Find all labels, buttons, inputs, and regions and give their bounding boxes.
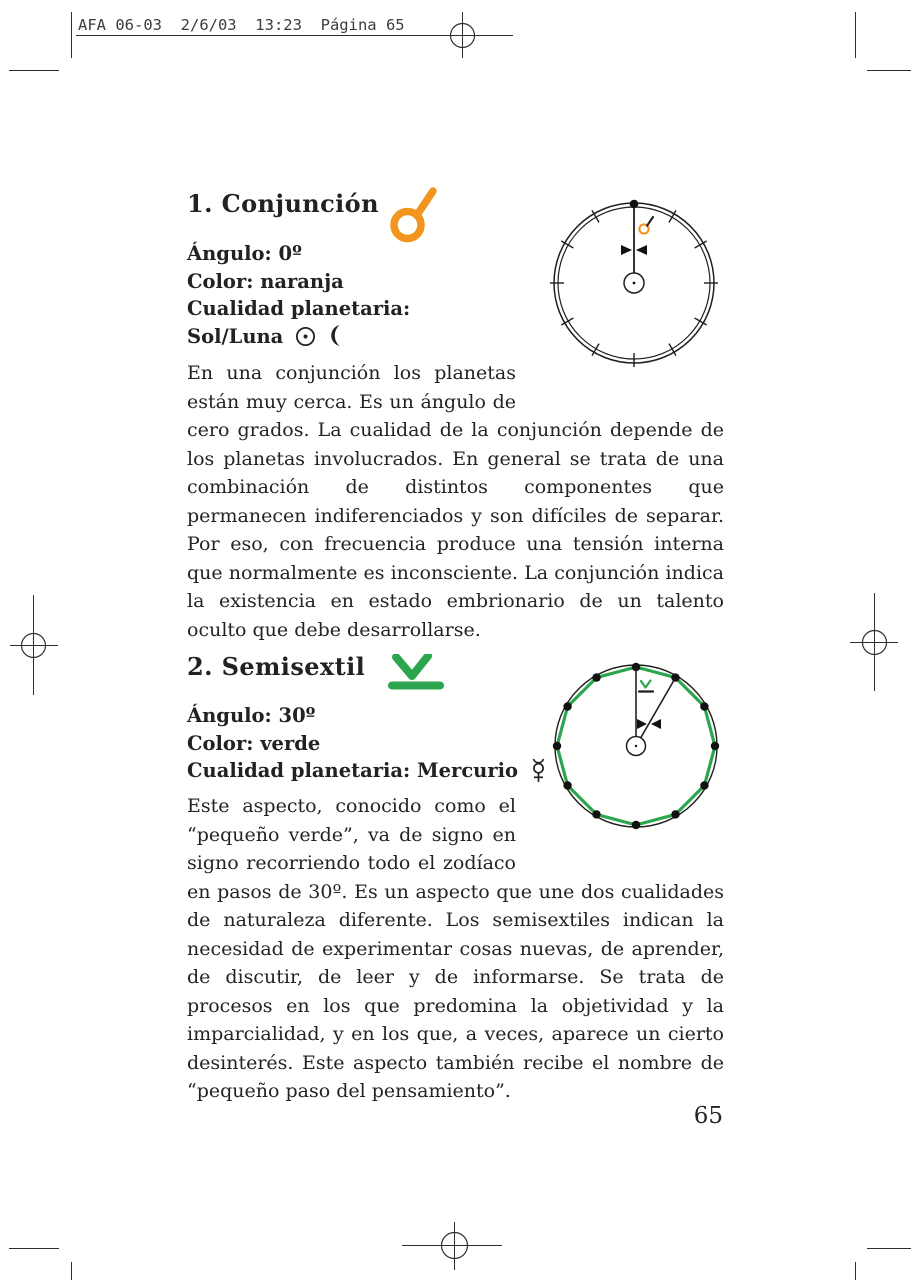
section-1-paragraph bbox=[187, 359, 724, 644]
section-2-body-text: Este aspecto, conocido como el “pequeño verde”, va de signo en signo recorriendo todo el zodíaco en pasos de 30º. Es un aspecto que une dos cualidades de naturaleza diferente. Los semisextiles indican la necesidad de experimentar cosas nuevas, de aprender, de discutir, de leer y de informarse. Se trata de procesos en los que predomina la objetividad y la imparcialidad, y en los que, a veces, aparece un cierto desinterés. Este aspecto también recibe el nombre de “pequeño paso del pensamiento”. bbox=[187, 795, 724, 1102]
planetary-quality-line bbox=[187, 757, 547, 785]
diagram-text-wrap-spacer bbox=[516, 359, 724, 389]
color-value-line: Color: verde bbox=[187, 731, 321, 755]
section-2-info bbox=[187, 702, 547, 785]
color-value-line: Color: naranja bbox=[187, 269, 344, 293]
planets-label: Sol/Luna bbox=[187, 324, 284, 348]
conjunction-mini-icon bbox=[639, 217, 653, 234]
crop-mark-bottom-left bbox=[9, 1249, 72, 1280]
registration-mark-right bbox=[850, 593, 898, 691]
print-slug: AFA 06-03 2/6/03 13:23 Página 65 bbox=[78, 16, 405, 34]
planetary-quality-planets-line bbox=[187, 323, 410, 351]
semisextile-mini-icon bbox=[639, 681, 653, 692]
sun-icon bbox=[295, 326, 316, 347]
planets-label: Cualidad planetaria: Mercurio bbox=[187, 759, 519, 782]
planet-point bbox=[630, 200, 639, 209]
section-1-info bbox=[187, 240, 410, 350]
moon-icon bbox=[328, 324, 342, 347]
crop-mark-top-left bbox=[9, 12, 72, 71]
diagram-text-wrap-spacer bbox=[516, 792, 724, 852]
section-1-body-text: En una conjunción los planetas están muy cerca. Es un ángulo de cero grados. La cualidad de la conjunción depende de los planetas involucrados. En general se trata de una combinación de distintos componentes que permanecen indiferenciados y son difíciles de separar. Por eso, con frecuencia produce una tensión interna que normalmente es inconsciente. La conjunción indica la existencia en estado embrionario de un talento oculto que debe desarrollarse. bbox=[187, 362, 724, 641]
aspect-radius-line-b bbox=[636, 679, 675, 747]
crop-mark-bottom-right bbox=[856, 1249, 911, 1280]
registration-mark-bottom-center bbox=[402, 1222, 502, 1270]
registration-mark-left bbox=[10, 595, 58, 695]
angle-value-line: Ángulo: 30º bbox=[187, 704, 316, 727]
conjunction-icon bbox=[389, 185, 439, 243]
section-2-heading: 2. Semisextil bbox=[187, 652, 366, 681]
mercury-icon bbox=[530, 758, 547, 783]
planetary-quality-line: Cualidad planetaria: bbox=[187, 297, 411, 320]
crop-mark-top-right bbox=[856, 12, 911, 71]
section-2-paragraph bbox=[187, 792, 724, 1106]
angle-value-line: Ángulo: 0º bbox=[187, 242, 302, 265]
semisextile-icon bbox=[386, 654, 446, 692]
page-number: 65 bbox=[693, 1103, 723, 1129]
conjunction-diagram bbox=[549, 198, 719, 368]
section-1-heading: 1. Conjunción bbox=[187, 189, 379, 218]
